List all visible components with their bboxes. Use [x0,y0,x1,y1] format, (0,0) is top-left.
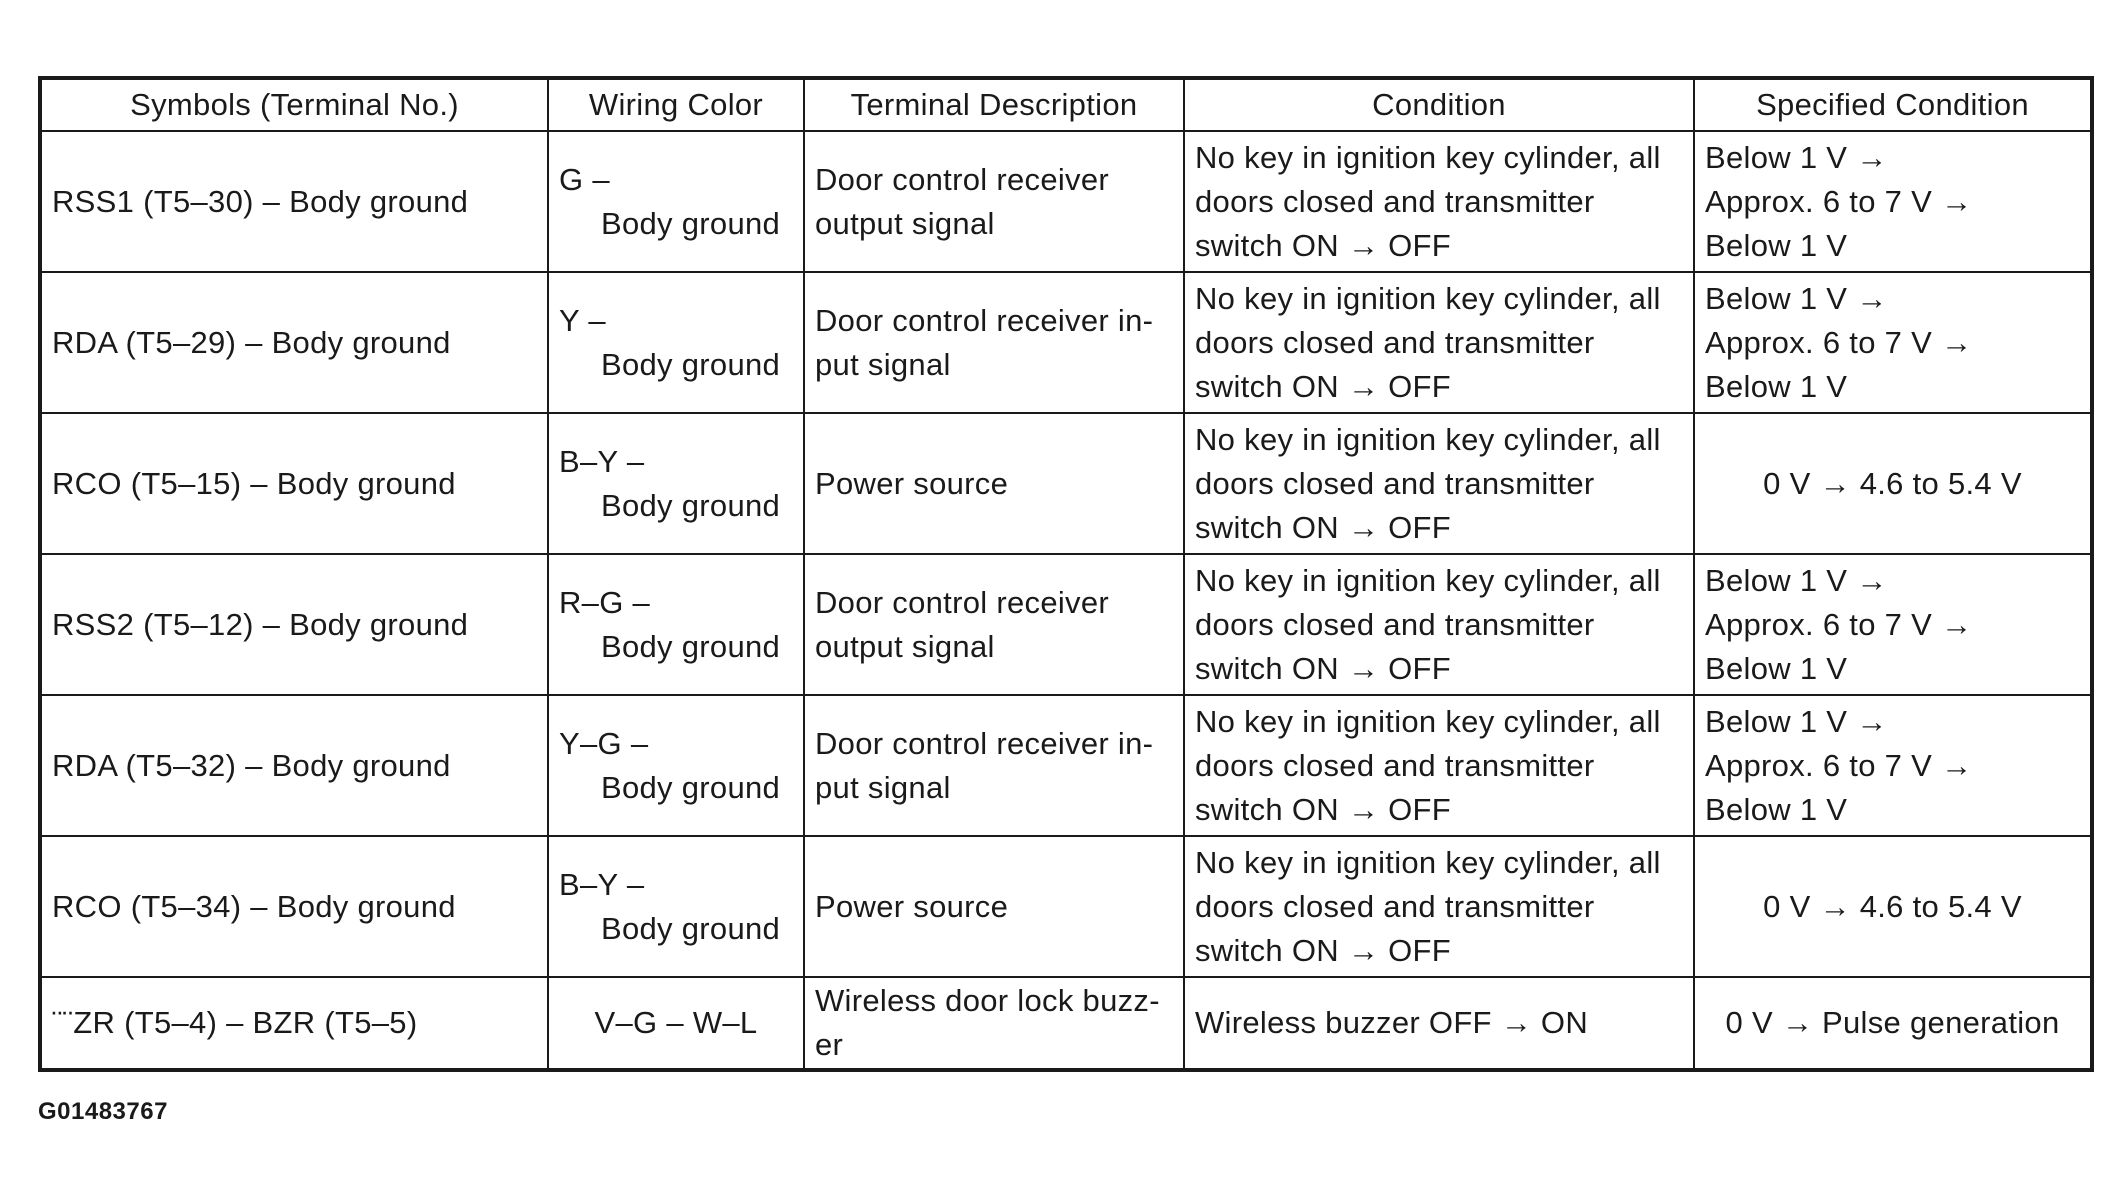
condition-line: switch ON → OFF [1195,932,1451,968]
table-row [40,836,2092,977]
description-line: Power source [815,465,1009,501]
specified-line: Below 1 V [1705,227,1848,263]
condition-line: switch ON → OFF [1195,509,1451,545]
condition-line: No key in ignition key cylinder, all [1195,421,1661,457]
cell-terminal-description [804,413,1184,554]
specified-line: 0 V → 4.6 to 5.4 V [1763,465,2022,501]
cell-terminal-description [804,131,1184,272]
condition-line: doors closed and transmitter [1195,324,1595,360]
specified-line: Approx. 6 to 7 V → [1705,747,1973,783]
description-line: output signal [815,628,995,664]
description-line: Door control receiver in- [815,725,1154,761]
condition-line: switch ON → OFF [1195,791,1451,827]
cell-symbol: RDA (T5–32) – Body ground [40,695,548,836]
table-row [40,695,2092,836]
description-line: Power source [815,888,1009,924]
condition-line: Wireless buzzer OFF → ON [1195,1005,1589,1040]
cell-wiring-color [548,977,804,1070]
cell-specified-condition [1694,272,2092,413]
wiring-line: Y–G – [559,725,649,761]
cell-condition [1184,272,1694,413]
cell-wiring-color [548,695,804,836]
condition-line: switch ON → OFF [1195,368,1451,404]
condition-line: No key in ignition key cylinder, all [1195,844,1661,880]
header-wiring-color: Wiring Color [548,78,804,131]
specified-line: Approx. 6 to 7 V → [1705,606,1973,642]
condition-line: No key in ignition key cylinder, all [1195,280,1661,316]
specified-line: Below 1 V → [1705,703,1888,739]
condition-line: switch ON → OFF [1195,227,1451,263]
wiring-line: G – [559,161,610,197]
cell-condition [1184,131,1694,272]
specified-line: Approx. 6 to 7 V → [1705,324,1973,360]
spec-table-sheet [38,76,2094,1076]
description-line: Wireless door lock buzz- [815,983,1160,1018]
wiring-line: Y – [559,302,606,338]
condition-line: doors closed and transmitter [1195,465,1595,501]
wiring-line: Body ground [601,346,781,382]
cell-specified-condition [1694,836,2092,977]
specified-line: Approx. 6 to 7 V → [1705,183,1973,219]
header-terminal-description: Terminal Description [804,78,1184,131]
wiring-line: V–G – W–L [594,1005,758,1040]
cell-specified-condition [1694,413,2092,554]
specified-line: Below 1 V [1705,650,1848,686]
table-row [40,131,2092,272]
terminal-spec-table [38,76,2094,1072]
condition-line: switch ON → OFF [1195,650,1451,686]
wiring-line: Body ground [601,205,781,241]
condition-line: doors closed and transmitter [1195,747,1595,783]
cell-specified-condition [1694,977,2092,1070]
cell-wiring-color [548,554,804,695]
cell-terminal-description [804,554,1184,695]
table-row [40,413,2092,554]
header-symbols: Symbols (Terminal No.) [40,78,548,131]
specified-line: Below 1 V → [1705,280,1888,316]
cell-symbol: RCO (T5–34) – Body ground [40,836,548,977]
table-row [40,272,2092,413]
cell-terminal-description [804,977,1184,1070]
wiring-line: B–Y – [559,443,645,479]
cell-specified-condition [1694,695,2092,836]
cell-symbol: RSS1 (T5–30) – Body ground [40,131,548,272]
condition-line: doors closed and transmitter [1195,606,1595,642]
specified-line: Below 1 V [1705,791,1848,827]
cell-condition [1184,413,1694,554]
wiring-line: Body ground [601,628,781,664]
cell-terminal-description [804,272,1184,413]
description-line: put signal [815,769,951,805]
cell-wiring-color [548,272,804,413]
wiring-line: R–G – [559,584,651,620]
condition-line: doors closed and transmitter [1195,183,1595,219]
description-line: Door control receiver [815,584,1110,620]
wiring-line: Body ground [601,910,781,946]
cell-terminal-description [804,695,1184,836]
header-row [40,78,2092,131]
cell-condition [1184,554,1694,695]
table-row [40,977,2092,1070]
cell-wiring-color [548,413,804,554]
wiring-line: B–Y – [559,866,645,902]
wiring-line: Body ground [601,769,781,805]
cell-wiring-color [548,836,804,977]
condition-line: doors closed and transmitter [1195,888,1595,924]
figure-id: G01483767 [38,1098,168,1125]
cell-specified-condition [1694,554,2092,695]
cell-condition [1184,695,1694,836]
condition-line: No key in ignition key cylinder, all [1195,139,1661,175]
cell-condition [1184,836,1694,977]
specified-line: 0 V → Pulse generation [1725,1005,2060,1040]
cell-symbol: ¨¨ZR (T5–4) – BZR (T5–5) [40,977,548,1070]
cell-terminal-description [804,836,1184,977]
specified-line: Below 1 V → [1705,139,1888,175]
specified-line: 0 V → 4.6 to 5.4 V [1763,888,2022,924]
cell-condition [1184,977,1694,1070]
specified-line: Below 1 V → [1705,562,1888,598]
header-specified-condition: Specified Condition [1694,78,2092,131]
cell-symbol: RCO (T5–15) – Body ground [40,413,548,554]
description-line: er [815,1027,844,1062]
cell-wiring-color [548,131,804,272]
description-line: put signal [815,346,951,382]
cell-specified-condition [1694,131,2092,272]
cell-symbol: RSS2 (T5–12) – Body ground [40,554,548,695]
description-line: Door control receiver [815,161,1110,197]
description-line: output signal [815,205,995,241]
header-condition: Condition [1184,78,1694,131]
specified-line: Below 1 V [1705,368,1848,404]
cell-symbol: RDA (T5–29) – Body ground [40,272,548,413]
condition-line: No key in ignition key cylinder, all [1195,562,1661,598]
condition-line: No key in ignition key cylinder, all [1195,703,1661,739]
wiring-line: Body ground [601,487,781,523]
table-row [40,554,2092,695]
description-line: Door control receiver in- [815,302,1154,338]
